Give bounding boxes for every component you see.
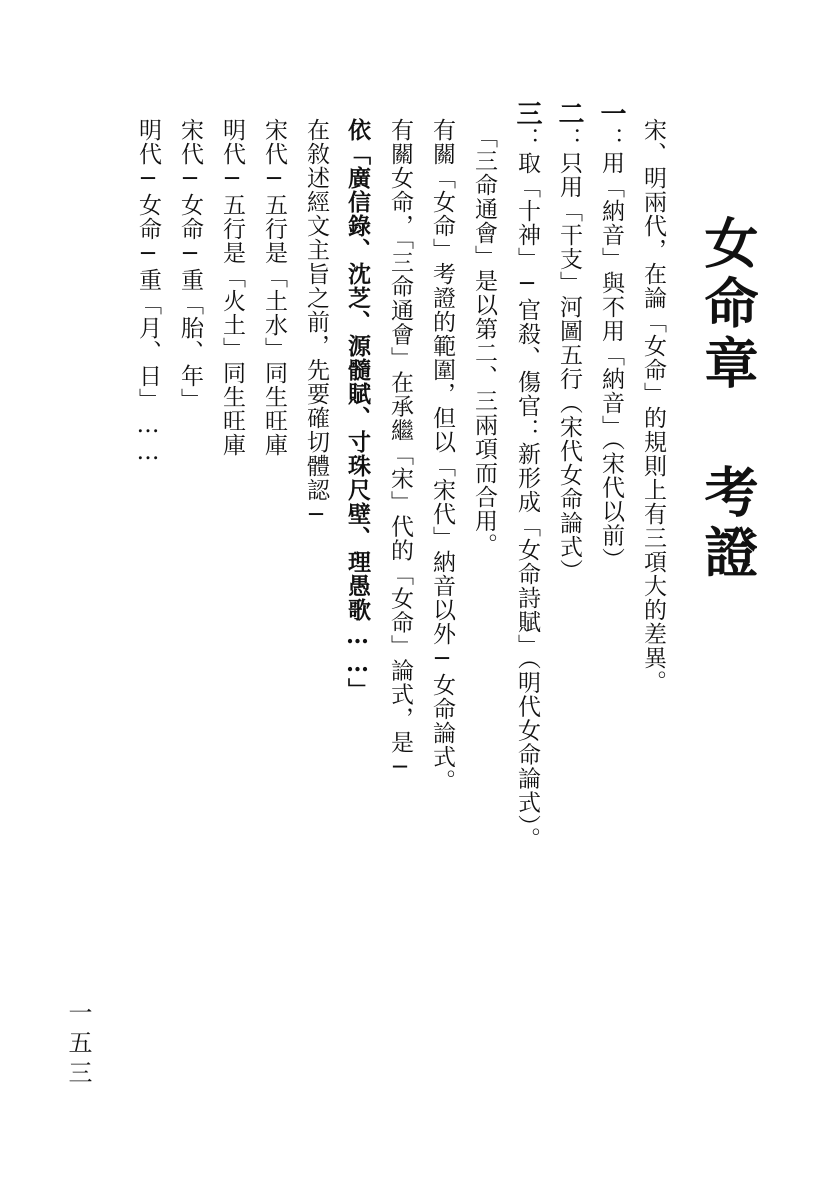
text-column-4	[514, 100, 540, 851]
text-column-11	[220, 118, 243, 457]
column-text: ：只用「干支」河圖五行（宋代女命論式）	[556, 127, 582, 583]
column-text: 在敘述經文主旨之前，先要確切體認─	[303, 118, 329, 529]
text-column-10	[262, 118, 285, 457]
column-text: 宋、明兩代，在論「女命」的規則上有三項大的差異。	[640, 118, 666, 694]
column-text: 有關女命，「三命通會」在承繼「宋」代的「女命」論式，是─	[387, 118, 413, 782]
text-column-2	[598, 100, 624, 572]
column-marker: 三	[512, 100, 542, 127]
column-text: 明代─五行是「火土」同生旺庫	[219, 118, 245, 457]
column-text: ：用「納音」與不用「納音」（宋代以前）	[598, 127, 624, 572]
text-column-13	[136, 118, 159, 466]
column-marker: 二	[554, 100, 584, 127]
text-column-12	[178, 118, 201, 412]
column-marker: 一	[596, 100, 626, 127]
text-column-8	[346, 118, 369, 702]
column-text: 明代─女命─重「月、日」……	[135, 118, 161, 466]
text-column-3	[556, 100, 582, 583]
column-text: ：取「十神」─官殺、傷官：新形成「女命詩賦」（明代女命論式）。	[514, 127, 540, 851]
column-text: 依「廣信錄、沈芝、源髓賦、寸珠尺壁、理愚歌……」	[344, 118, 371, 702]
text-column-5	[472, 125, 495, 557]
column-text: 宋代─五行是「土水」同生旺庫	[261, 118, 287, 457]
text-column-9	[304, 118, 327, 529]
text-column-1	[640, 118, 666, 694]
column-text: 宋代─女命─重「胎、年」	[177, 118, 203, 412]
page-number: 一五三	[64, 1000, 92, 1090]
column-text: 有關「女命」考證的範圍，但以「宋代」納音以外─女命論式。	[429, 118, 455, 793]
column-text: 「三命通會」是以第二、三兩項而合用。	[471, 125, 497, 557]
text-column-6	[430, 118, 453, 793]
text-column-7	[388, 118, 411, 782]
chapter-title: 女命章 考證	[696, 215, 759, 584]
